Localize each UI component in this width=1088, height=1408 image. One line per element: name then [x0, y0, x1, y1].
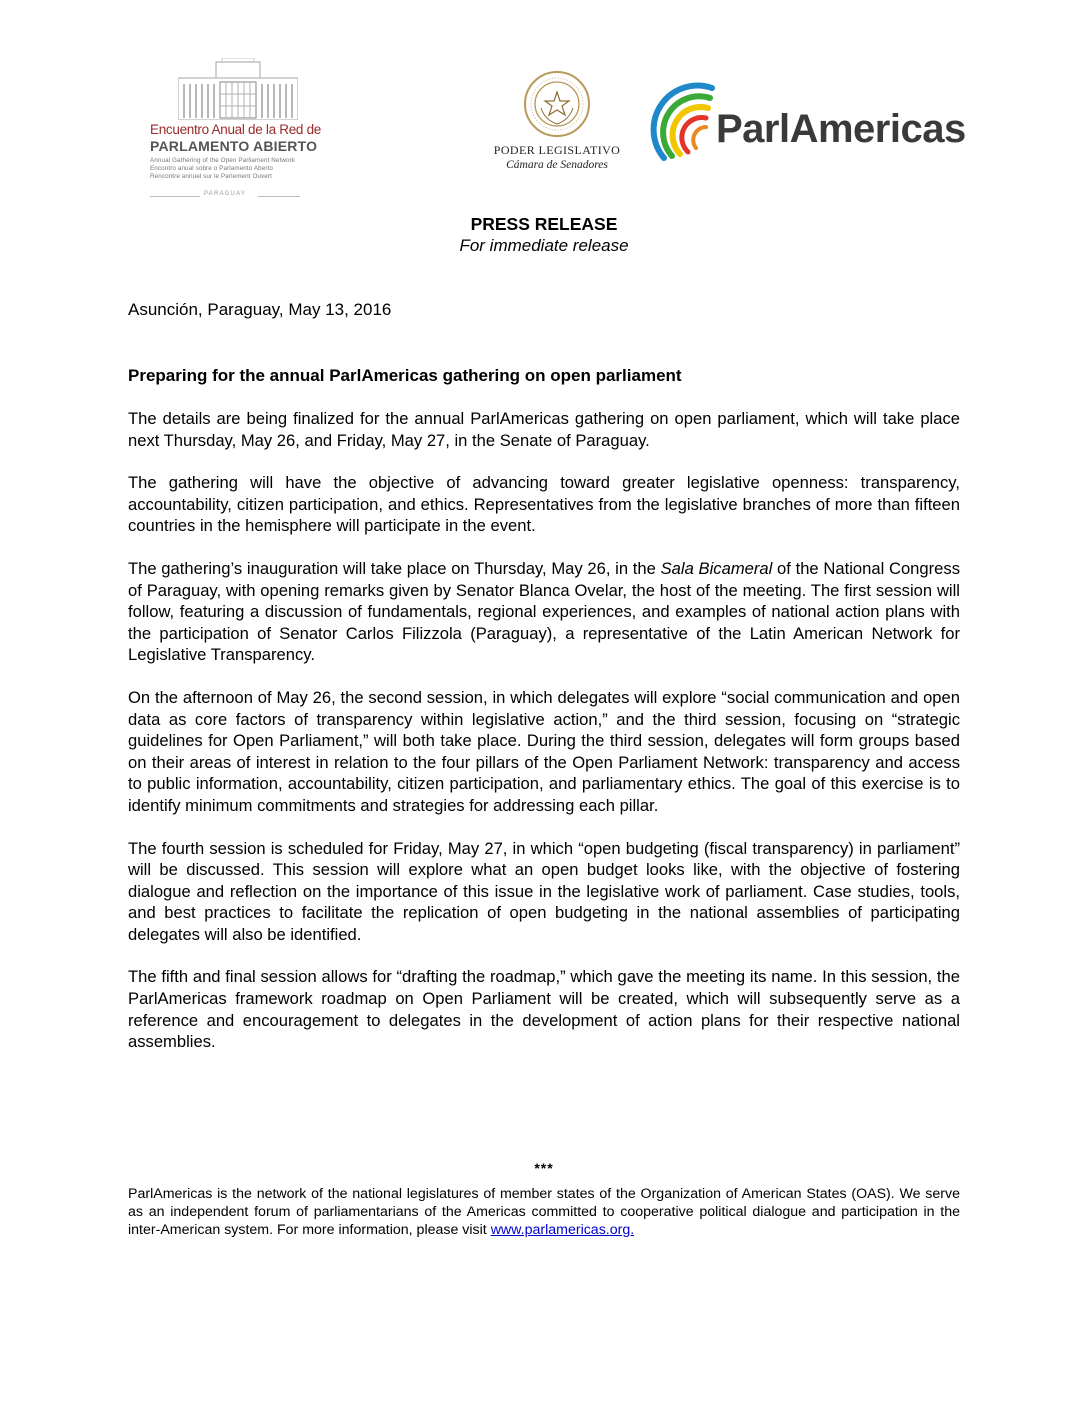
- paragraph-1: The details are being finalized for the annual ParlAmericas gathering on open parliament, which will take place next Thursday, May 26, and Friday, May 27, in the Senate of Paraguay.: [128, 409, 960, 450]
- paragraph-4: On the afternoon of May 26, the second session, in which delegates will explore “social communication and open data as core factors of transparency within legislative action,” and the third session, focusing on “strategic guidelines for Open Parliament,” will both take place. During the third session, delegates will form groups based on their areas of interest in relation to the four pillars of the Open Parliament Network: transparency and access to public information, accountability, citizen participation, and parliamentary ethics. The goal of this exercise is to identify minimum commitments and strategies for addressing each pillar.: [128, 687, 960, 815]
- parlamericas-logo: [650, 80, 970, 176]
- press-release-title: PRESS RELEASE: [470, 214, 618, 234]
- congress-building-icon: [178, 58, 298, 120]
- footer-separator: ***: [534, 1160, 554, 1176]
- dateline: Asunción, Paraguay, May 13, 2016: [128, 300, 392, 319]
- press-release-subtitle: For immediate release: [459, 236, 629, 255]
- open-parliament-gathering-logo: [150, 58, 321, 208]
- sala-bicameral-italic: Sala Bicameral: [660, 558, 773, 578]
- paragraph-3: [128, 558, 960, 666]
- camara-senadores-label: Cámara de Senadores: [506, 159, 608, 171]
- gathering-logo-french: Rencontre annuel sur le Parlement Ouvert: [150, 173, 272, 180]
- headline: Preparing for the annual ParlAmericas gathering on open parliament: [128, 366, 682, 385]
- senate-logo: [490, 70, 630, 180]
- parlamericas-wordmark: ParlAmericas: [716, 107, 966, 151]
- footer-about: [128, 1185, 960, 1239]
- paragraph-3-part-a: The gathering’s inauguration will take place on Thursday, May 26, in the: [128, 558, 661, 578]
- paraguay-seal-icon: [523, 70, 591, 138]
- gathering-logo-country: PARAGUAY: [204, 191, 247, 197]
- paragraph-6: The fifth and final session allows for “drafting the roadmap,” which gave the meeting its name. In this session, the ParlAmericas framework roadmap on Open Parliament will be created, which will subsequently serve as a reference and encouragement to delegates in the development of action plans for their respective national assemblies.: [128, 967, 960, 1052]
- gathering-logo-portuguese: Encontro anual sobre o Parlamento Aberto: [150, 165, 274, 172]
- paragraph-2: The gathering will have the objective of advancing toward greater legislative openness: transparency, accountability, citizen participation, and ethics. Representatives from the legislative branches of more than fifteen countries in the hemisphere will participate in the event.: [128, 473, 960, 536]
- article-body: [128, 408, 960, 1074]
- paragraph-3-part-b: of the National Congress of Paraguay, with opening remarks given by Senator Blanca Ovelar, the host of the meeting. The first session will follow, featuring a discussion of fundamentals, regional experiences, and examples of national action plans with the participation of Senator Carlos Filizzola (Paraguay), a representative of the Latin American Network for Legislative Transparency.: [128, 558, 960, 665]
- gathering-logo-title: Encuentro Anual de la Red de: [150, 122, 321, 137]
- parlamericas-website-link[interactable]: www.parlamericas.org.: [490, 1222, 635, 1238]
- paragraph-5: The fourth session is scheduled for Friday, May 27, in which “open budgeting (fiscal transparency) in parliament” will be discussed. This session will explore what an open budget looks like, with the objective of fostering dialogue and reflection on the importance of this issue in the legislative work of parliament. Case studies, tools, and best practices to facilitate the replication of open budgeting in the national assemblies of participating delegates will also be identified.: [128, 838, 960, 944]
- footer-text: ParlAmericas is the network of the national legislatures of member states of the Organization of American States (OAS). We serve as an independent forum of parliamentarians of the Americas committed to cooperative political dialogue and participation in the inter-American system. For more information, please visit: [128, 1186, 960, 1238]
- gathering-logo-english: Annual Gathering of the Open Parliament Network: [150, 157, 296, 164]
- gathering-logo-footer: [150, 192, 300, 200]
- gathering-logo-subtitle: PARLAMENTO ABIERTO: [150, 138, 318, 154]
- poder-legislativo-label: PODER LEGISLATIVO: [493, 143, 621, 157]
